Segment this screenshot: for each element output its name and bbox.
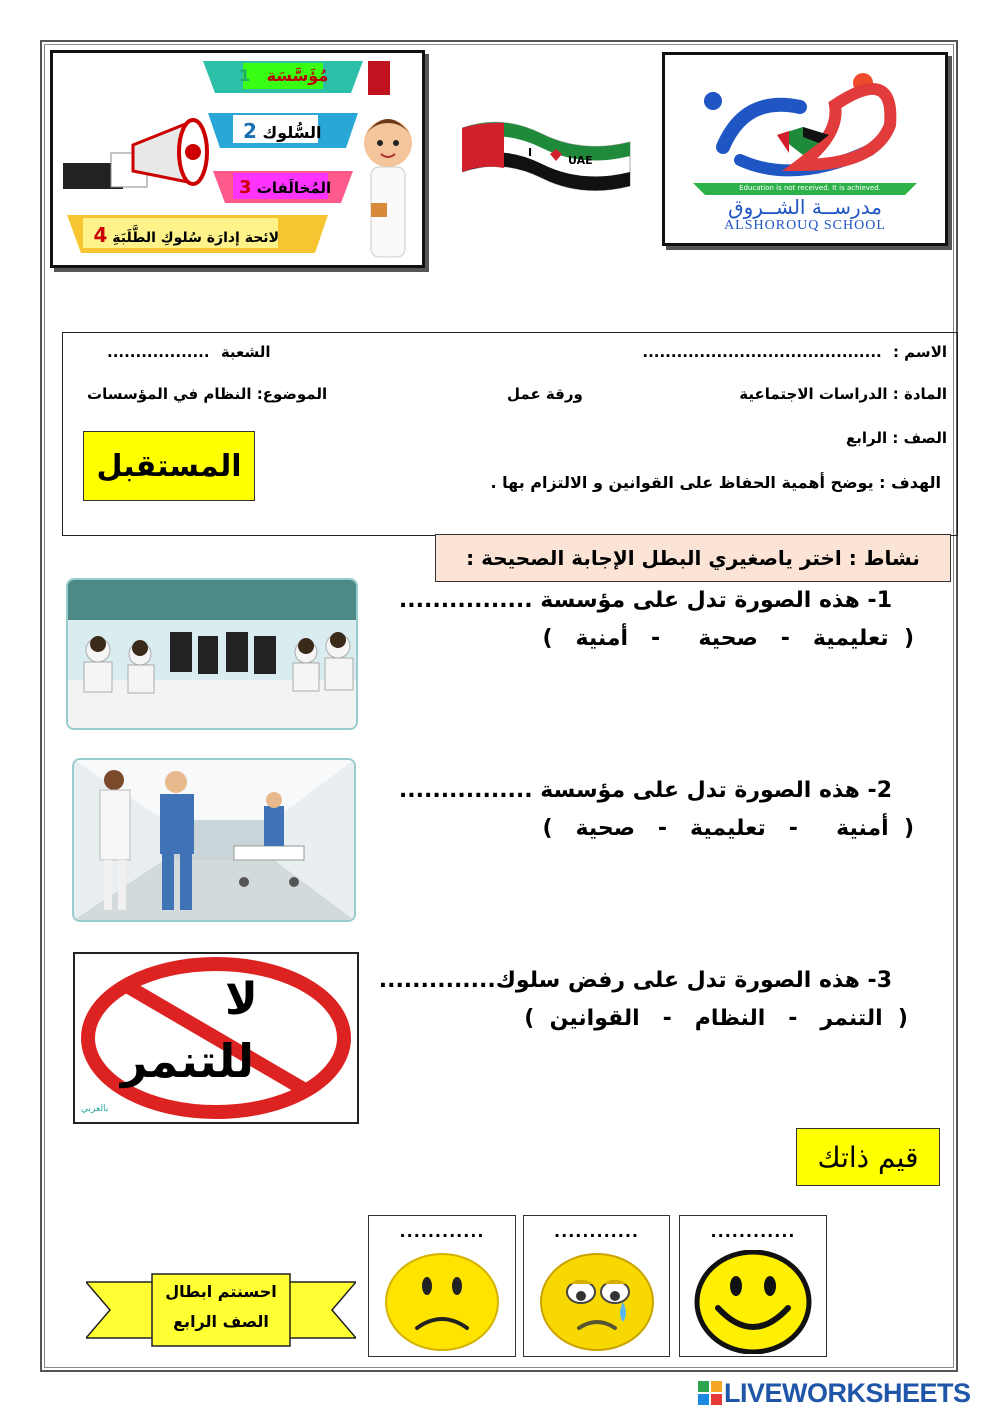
face-happy-blank: ............	[710, 1222, 796, 1241]
banner-item-2-label: السُّلوك	[262, 123, 322, 142]
no-bullying-line2: للتنمر	[121, 1034, 255, 1088]
worksheet-text: ورقة عمل	[507, 385, 583, 403]
name-row	[642, 343, 947, 361]
hospital-photo	[72, 758, 356, 922]
question-1-options[interactable]: ( تعليمية - صحية - أمنية )	[542, 626, 914, 651]
school-name-en: ALSHOROUQ SCHOOL	[724, 218, 886, 233]
name-blank[interactable]: ..........................................	[642, 343, 882, 361]
section-label: الشعبة	[220, 343, 271, 361]
question-1-title: 1- هذه الصورة تدل على مؤسسة ................	[398, 588, 892, 613]
banner-item-3-number: 3	[239, 177, 252, 198]
banner-item-1-label: مُؤَسَّسَة	[266, 66, 329, 85]
future-badge	[83, 431, 255, 501]
banner-item-2-number: 2	[243, 119, 257, 143]
section-blank[interactable]: ..................	[107, 343, 210, 361]
ribbon-line2: الصف الرابع	[173, 1312, 269, 1331]
no-bullying-sign-box	[73, 952, 359, 1124]
banner-item-1	[239, 66, 359, 85]
liveworksheets-brand: LIVEWORKSHEETS	[724, 1377, 971, 1408]
banner-item-4	[79, 223, 279, 247]
crying-face-icon	[539, 1252, 655, 1352]
classroom-photo	[66, 578, 358, 730]
banner-item-1-number: 1	[239, 66, 251, 85]
face-box-sad[interactable]	[368, 1215, 516, 1357]
flag-love-text: I	[528, 146, 533, 159]
liveworksheets-logo-icon	[698, 1381, 722, 1405]
megaphone-icon	[63, 120, 207, 189]
face-box-happy[interactable]	[679, 1215, 827, 1357]
face-sad-blank: ............	[399, 1222, 485, 1241]
question-3-title: 3- هذه الصورة تدل على رفض سلوك..............	[378, 968, 892, 993]
section-row	[107, 343, 271, 361]
praise-ribbon	[86, 1270, 356, 1350]
question-2-title: 2- هذه الصورة تدل على مؤسسة ................	[398, 778, 892, 803]
no-bullying-line1: لا	[225, 974, 258, 1025]
self-assess-label: قيم ذاتك	[817, 1140, 919, 1174]
activity-title: نشاط : اختر ياصغيري البطل الإجابة الصحيحة :	[466, 546, 920, 570]
future-badge-text: المستقبل	[96, 448, 242, 484]
banner-item-2	[235, 119, 355, 143]
school-logo-icon	[665, 55, 945, 205]
banner-item-4-label: لائحة إدارَة سُلوكِ الطَّلَبَةِ	[112, 230, 279, 246]
liveworksheets-logo	[698, 1378, 971, 1408]
grade-text: الصف : الرابع	[846, 429, 947, 447]
uae-flag-icon	[462, 120, 632, 192]
sad-face-icon	[383, 1252, 501, 1352]
activity-title-box	[435, 534, 951, 582]
subject-text: المادة : الدراسات الاجتماعية	[739, 385, 947, 403]
name-label: الاسم :	[892, 343, 947, 361]
question-3-options[interactable]: ( التنمر - النظام - القوانين )	[524, 1006, 908, 1031]
sign-credit: بالعربي	[81, 1104, 109, 1114]
classroom-computers-image	[68, 580, 356, 728]
self-assess-label-box	[796, 1128, 940, 1186]
ribbon-line1: احسنتم ابطال	[165, 1282, 277, 1301]
school-logo-box	[662, 52, 948, 246]
question-2-options[interactable]: ( أمنية - تعليمية - صحية )	[542, 816, 914, 841]
banner-item-3	[239, 177, 359, 198]
topic-banner	[50, 50, 425, 268]
student-info-box	[62, 332, 958, 536]
uae-flag	[462, 120, 632, 192]
flag-uae-text: UAE	[568, 154, 593, 167]
red-tag-icon	[368, 61, 390, 95]
banner-item-3-label: المُخالَفات	[256, 179, 332, 197]
hospital-corridor-image	[74, 760, 354, 920]
child-character-icon	[364, 119, 412, 257]
school-name-ar: مدرســة الشــروق	[728, 195, 882, 219]
school-motto: Education is not received. It is achieved.	[739, 184, 881, 192]
banner-item-4-number: 4	[93, 223, 108, 247]
face-box-crying[interactable]	[523, 1215, 670, 1357]
goal-text: الهدف : يوضح أهمية الحفاظ على القوانين و الالتزام بها .	[490, 473, 941, 492]
happy-face-icon	[694, 1250, 812, 1354]
topic-text: الموضوع: النظام في المؤسسات	[87, 385, 328, 403]
face-crying-blank: ............	[554, 1222, 639, 1241]
